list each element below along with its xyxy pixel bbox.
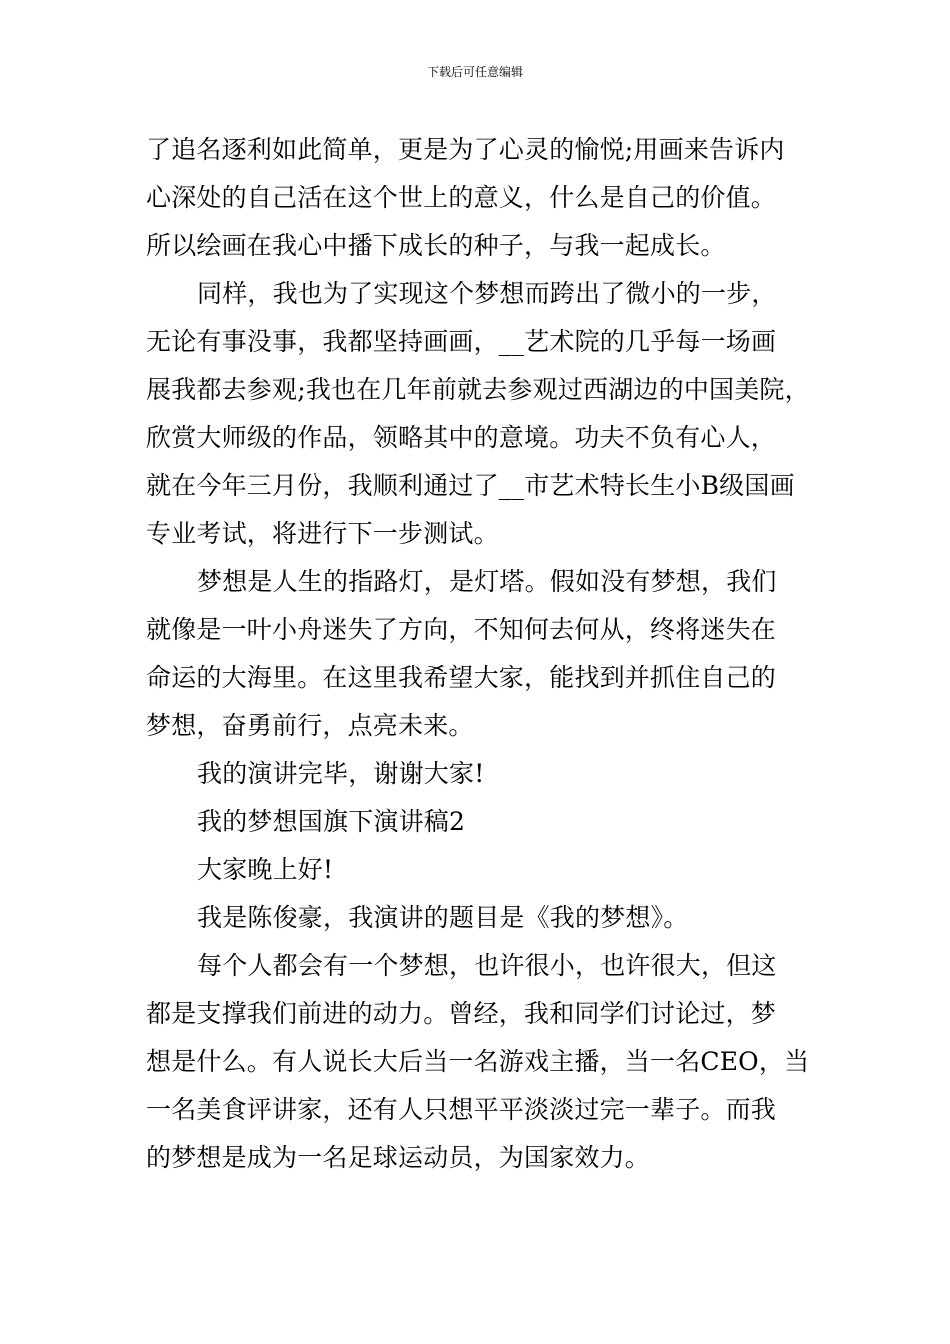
text-line: 我的演讲完毕，谢谢大家!: [197, 759, 485, 788]
text-line: 梦想是人生的指路灯，是灯塔。假如没有梦想，我们: [197, 567, 777, 596]
text-line: 每个人都会有一个梦想，也许很小，也许很大，但这: [197, 951, 777, 980]
text-line: 欣赏大师级的作品，领略其中的意境。功夫不负有心人，: [146, 423, 777, 452]
text-line: 展我都去参观;我也在几年前就去参观过西湖边的中国美院，: [146, 375, 810, 404]
document-body: [146, 126, 826, 1182]
text-line: 想是什么。有人说长大后当一名游戏主播，当一名CEO，当: [146, 1047, 810, 1076]
text-line: 一名美食评讲家，还有人只想平平淡淡过完一辈子。而我: [146, 1095, 777, 1124]
text-line: 心深处的自己活在这个世上的意义，什么是自己的价值。: [146, 183, 777, 212]
text-line: 无论有事没事，我都坚持画画，__艺术院的几乎每一场画: [146, 327, 777, 356]
page-header: 下载后可任意编辑: [426, 65, 523, 79]
text-line: 梦想，奋勇前行，点亮未来。: [146, 711, 474, 740]
text-line: 命运的大海里。在这里我希望大家，能找到并抓住自己的: [146, 663, 777, 692]
text-line: 我是陈俊豪，我演讲的题目是《我的梦想》。: [197, 903, 689, 932]
text-line: 大家晚上好!: [197, 855, 334, 884]
text-line: 所以绘画在我心中播下成长的种子，与我一起成长。: [146, 231, 726, 260]
text-line: 了追名逐利如此简单，更是为了心灵的愉悦;用画来告诉内: [146, 135, 785, 164]
text-line: 就像是一叶小舟迷失了方向，不知何去何从，终将迷失在: [146, 615, 777, 644]
text-line: 的梦想是成为一名足球运动员，为国家效力。: [146, 1143, 651, 1172]
text-line: 都是支撑我们前进的动力。曾经，我和同学们讨论过，梦: [146, 999, 777, 1028]
section-title: 我的梦想国旗下演讲稿2: [197, 807, 466, 836]
text-line: 同样，我也为了实现这个梦想而跨出了微小的一步，: [197, 279, 777, 308]
text-line: 专业考试，将进行下一步测试。: [146, 519, 499, 548]
text-line: 就在今年三月份，我顺利通过了__市艺术特长生小B级国画: [146, 471, 795, 500]
